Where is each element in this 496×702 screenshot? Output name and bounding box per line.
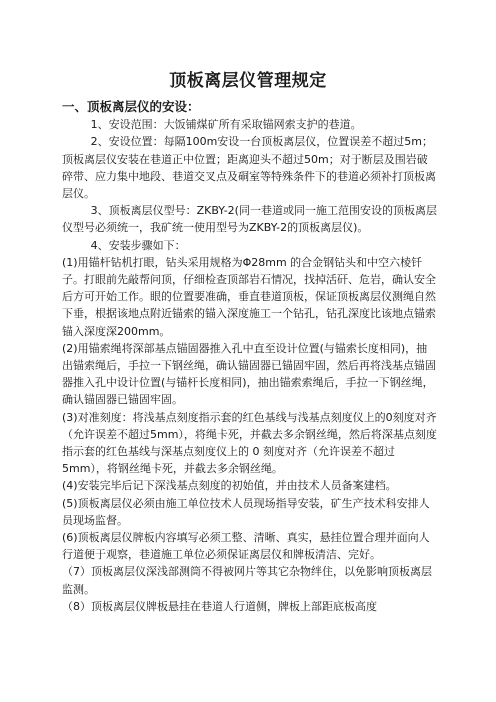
paragraph-position: 2、安设位置：每隔100m安设一台顶板离层仪，位置误差不超过5m；顶板离层仪安装在巷道正中位置；距离迎头不超过50m；对于断层及围岩破碎带、应力集中地段、巷道交叉点及硐室等特殊条件下的巷道必须补打顶板离层仪。	[62, 135, 436, 201]
step-8: （8）顶板离层仪牌板悬挂在巷道人行道侧，牌板上部距底板高度	[62, 599, 377, 613]
paragraph-scope: 1、安设范围：大饭铺煤矿所有采取锚网索支护的巷道。	[90, 118, 362, 132]
step-3: (3)对准刻度：将浅基点刻度指示套的红色基线与浅基点刻度仪上的0刻度对齐（允许误差不超过5mm），将绳卡死，并截去多余钢丝绳，然后将深基点刻度指示套的红色基线与深基点刻度仪上的 0 刻度对齐（允许误差不超过5mm），将钢丝绳卡死，并截去多余钢丝绳。	[62, 410, 437, 476]
step-6: (6)顶板离层仪牌板内容填写必须工整、清晰、真实，悬挂位置合理并面向人行道便于观察，巷道施工单位必须保证离层仪和牌板清洁、完好。	[62, 531, 430, 562]
step-5: (5)顶板离层仪必须由施工单位技术人员现场指导安装，矿生产技术科安排人员现场监督。	[62, 496, 430, 527]
section-heading: 一、顶板离层仪的安设：	[62, 99, 200, 114]
step-2: (2)用锚索绳将深部基点锚固器推入孔中直至设计位置(与锚索长度相同)，抽出锚索绳后，手拉一下钢丝绳，确认锚固器已锚固牢固，然后再将浅基点锚固器推入孔中设计位置(与锚杆长度相同)，抽出锚索索绳后，手拉一下钢丝绳，确认锚固器已锚固牢固。	[62, 341, 436, 407]
paragraph-model: 3、顶板离层仪型号：ZKBY-2(同一巷道或同一施工范围安设的顶板离层仪型号必须统一，我矿统一使用型号为ZKBY-2的顶板离层仪)。	[62, 204, 437, 235]
paragraph-steps-intro: 4、安装步骤如下：	[90, 238, 186, 252]
document-body	[62, 98, 438, 615]
document-title: 顶板离层仪管理规定	[169, 71, 327, 91]
step-4: (4)安装完毕后记下深浅基点刻度的初始值，并由技术人员备案建档。	[62, 479, 397, 493]
step-1: (1)用锚杆钻机打眼，钻头采用规格为Φ28mm 的合金钢钻头和中空六棱钎子。打眼前先敲帮问顶，仔细检查顶部岩石情况，找掉活矸、危岩，确认安全后方可开始工作。眼的位置要准确，垂直巷道顶板，保证顶板离层仪测绳自然下垂，根据该地点附近锚索的锚入深度施工一个钻孔，钻孔深度比该地点锚索锚入深度深200mm。	[62, 255, 436, 338]
step-7: （7）顶板离层仪深浅部测筒不得被网片等其它杂物绊住，以免影响顶板离层监测。	[62, 565, 432, 596]
